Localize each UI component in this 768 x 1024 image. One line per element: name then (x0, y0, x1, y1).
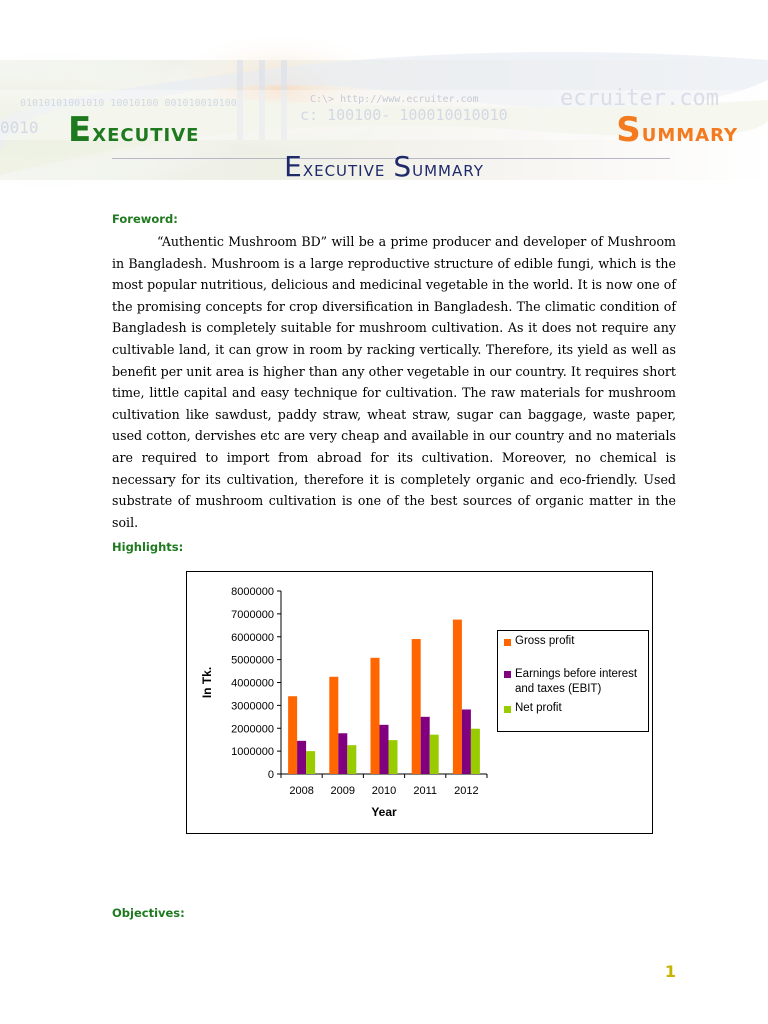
bar-net-profit (306, 751, 315, 774)
bar-gross-profit (412, 639, 421, 774)
title-cap-2: S (393, 150, 413, 183)
bar-ebit (462, 709, 471, 774)
banner-binary-text: 01010101001010 10010100 001010010100 (20, 98, 237, 109)
bar-gross-profit (329, 677, 338, 774)
title-word-2: ummary (412, 157, 484, 182)
bar-gross-profit (288, 696, 297, 774)
y-tick-label: 3000000 (231, 700, 274, 713)
legend-label-gross-profit: Gross profit (515, 635, 575, 647)
header-left-word (68, 110, 199, 150)
bar-net-profit (471, 729, 480, 774)
bar-ebit (297, 741, 306, 774)
x-tick-label: 2011 (413, 785, 438, 797)
foreword-paragraph: “Authentic Mushroom BD” will be a prime producer and developer of Mushroom in Bangladesh. Mushroom is a large reproductive structure of edible fungi, which is the most popular nutritious, delicious and medicinal vegetable in the world. It is now one of the promising concepts for crop diversification in Bangladesh. The climatic condition of Bangladesh is completely suitable for mushroom cultivation. As it does not require any cultivable land, it can grow in room by racking vertically. Therefore, its yield as well as benefit per unit area is higher than any other vegetable in our country. It requires short time, little capital and easy technique for cultivation. The raw materials for mushroom cultivation like sawdust, paddy straw, wheat straw, sugar can baggage, waste paper, used cotton, dervishes etc are very cheap and available in our country and no materials are required to import from abroad for its cultivation. Moreover, no chemical is necessary for its cultivation, therefore it is completely organic and eco-friendly. Used substrate of mushroom cultivation is one of the best sources of organic matter in the soil. (112, 234, 676, 530)
x-tick-label: 2008 (289, 785, 314, 797)
legend-item-ebit (504, 667, 646, 697)
legend-item-net-profit (504, 702, 562, 714)
legend-swatch-net-profit (504, 706, 511, 713)
bar-net-profit (430, 735, 439, 774)
y-tick-label: 0 (267, 769, 274, 781)
header-right-rest: ummary (641, 118, 738, 148)
x-tick-label: 2012 (454, 785, 479, 797)
bar-gross-profit (371, 658, 380, 774)
x-axis-title: Year (371, 805, 397, 819)
profit-chart (186, 571, 653, 834)
bar-ebit (338, 733, 347, 774)
page-title (0, 150, 768, 183)
y-tick-label: 2000000 (231, 723, 274, 736)
header-left-cap: E (68, 110, 93, 150)
foreword-heading: Foreword: (112, 212, 178, 226)
title-word-1: xecutive (302, 157, 386, 182)
y-tick-label: 6000000 (231, 631, 274, 644)
y-tick-label: 8000000 (231, 586, 274, 598)
legend-swatch-ebit (504, 671, 511, 678)
y-tick-label: 1000000 (231, 746, 274, 759)
title-cap-1: E (284, 150, 303, 183)
bar-ebit (421, 717, 430, 774)
banner-domain-text: ecruiter.com (560, 86, 719, 111)
header-right-word (616, 110, 738, 150)
legend-swatch-gross-profit (504, 639, 511, 646)
objectives-heading: Objectives: (112, 906, 185, 920)
bar-net-profit (389, 740, 398, 774)
banner-url-text: C:\> http://www.ecruiter.com (310, 94, 479, 105)
y-axis-title: In Tk. (200, 666, 214, 699)
page-number: 1 (664, 962, 676, 981)
chart-legend (497, 630, 649, 732)
y-tick-label: 7000000 (231, 608, 274, 621)
legend-label-net-profit: Net profit (515, 702, 562, 714)
x-tick-label: 2010 (371, 785, 397, 797)
bar-gross-profit (453, 620, 462, 774)
x-tick-label: 2009 (330, 785, 356, 797)
highlights-heading: Highlights: (112, 540, 184, 554)
y-tick-label: 4000000 (231, 677, 274, 690)
banner-code-text: c: 100100- 100010010010 (300, 106, 508, 124)
y-tick-label: 5000000 (231, 654, 274, 667)
bar-net-profit (347, 745, 356, 774)
legend-label-ebit: Earnings before interest and taxes (EBIT) (515, 668, 638, 695)
banner-edge-text: 0010 (0, 118, 39, 137)
header-right-cap: S (616, 110, 642, 150)
legend-item-gross-profit (504, 635, 574, 647)
header-left-rest: xecutive (92, 118, 200, 148)
bar-ebit (380, 725, 389, 774)
